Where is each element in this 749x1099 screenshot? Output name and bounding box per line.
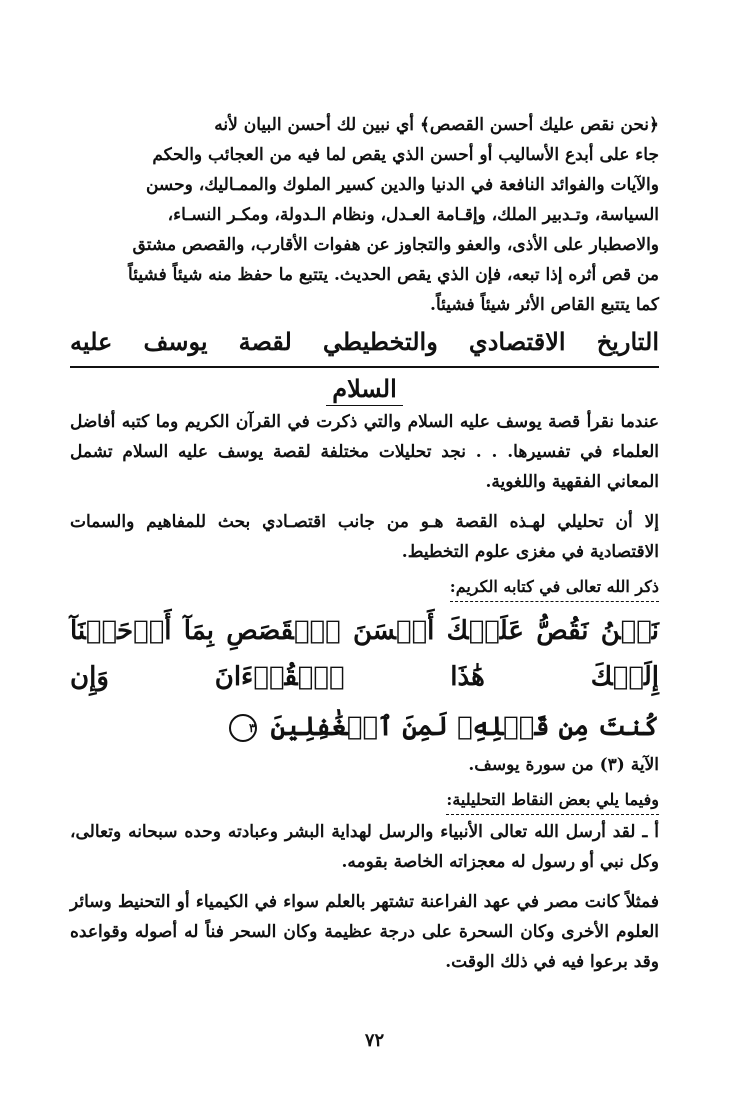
intro-line: ﴿نحن نقص عليك أحسن القصص﴾ أي نبين لك أحسن البيان لأنه	[214, 115, 659, 135]
quran-verse-text: كُنتَ مِن قَبۡلِهِۦ لَمِنَ ٱلۡغَٰفِلِينَ	[270, 712, 659, 742]
page-content	[70, 110, 659, 977]
intro-line: والاصطبار على الأذى، والعفو والتجاوز عن هفوات الأقارب، والقصص مشتق	[132, 235, 659, 255]
ayah-number-icon: ٣	[229, 714, 257, 742]
ayah-reference: الآية (٣) من سورة يوسف.	[468, 755, 659, 775]
page-number: ٧٢	[364, 1030, 385, 1051]
intro-line: والآيات والفوائد النافعة في الدنيا والدين كسير الملوك والممـاليك، وحسن	[145, 175, 659, 195]
intro-paragraph	[70, 110, 659, 320]
intro-line: من قص أثره إذا تبعه، فإن الذي يقص الحديث. يتتبع ما حفظ منه شيئاً فشيئاً	[128, 265, 659, 285]
quran-verse-line-1: نَحۡنُ نَقُصُّ عَلَيۡكَ أَحۡسَنَ ٱلۡقَصَصِ بِمَآ أَوۡحَيۡنَآ إِلَيۡكَ هَٰذَا ٱلۡقُرۡءَانَ وَإِن	[70, 616, 659, 692]
intro-line: كما يتتبع القاص الأثر شيئاً فشيئاً.	[430, 295, 659, 315]
intro-line: جاء على أبدع الأساليب أو أحسن الذي يقص لما فيه من العجائب والحكم	[152, 145, 659, 165]
intro-line: السياسة، وتـدبير الملك، وإقـامة العـدل، ونظام الـدولة، ومكـر النسـاء،	[167, 205, 659, 225]
quran-verse-line-2	[70, 704, 659, 750]
point-a: أ ـ لقد أرسل الله تعالى الأنبياء والرسل لهداية البشر وعبادته وحده سبحانه وتعالى، وكل نبي أو رسول له معجزاته الخاصة بقومه.	[70, 822, 659, 872]
section-title-word: السلام	[326, 374, 403, 406]
section-title-continued	[70, 374, 659, 403]
section-title: التاريخ الاقتصادي والتخطيطي لقصة يوسف عليه	[70, 322, 659, 368]
points-intro: وفيما يلي بعض النقاط التحليلية:	[446, 786, 659, 815]
paragraph-1: عندما نقرأ قصة يوسف عليه السلام والتي ذكرت في القرآن الكريم وما كتبه أفاضل العلماء في تفسيرها. . . نجد تحليلات مختلفة لقصة يوسف عليه السلام تشمل المعاني الفقهية واللغوية.	[70, 412, 659, 492]
paragraph-3: فمثلاً كانت مصر في عهد الفراعنة تشتهر بالعلم سواء في الكيمياء أو التحنيط وسائر العلوم الأخرى وكان السحرة على درجة عظيمة وكان السحر فناً له أصوله وقواعده وقد برعوا فيه في ذلك الوقت.	[70, 892, 659, 972]
quote-intro: ذكر الله تعالى في كتابه الكريم:	[450, 573, 659, 602]
paragraph-2: إلا أن تحليلي لهـذه القصة هـو من جانب اقتصـادي بحث للمفاهيم والسمات الاقتصادية في مغزى علوم التخطيط.	[70, 512, 659, 562]
